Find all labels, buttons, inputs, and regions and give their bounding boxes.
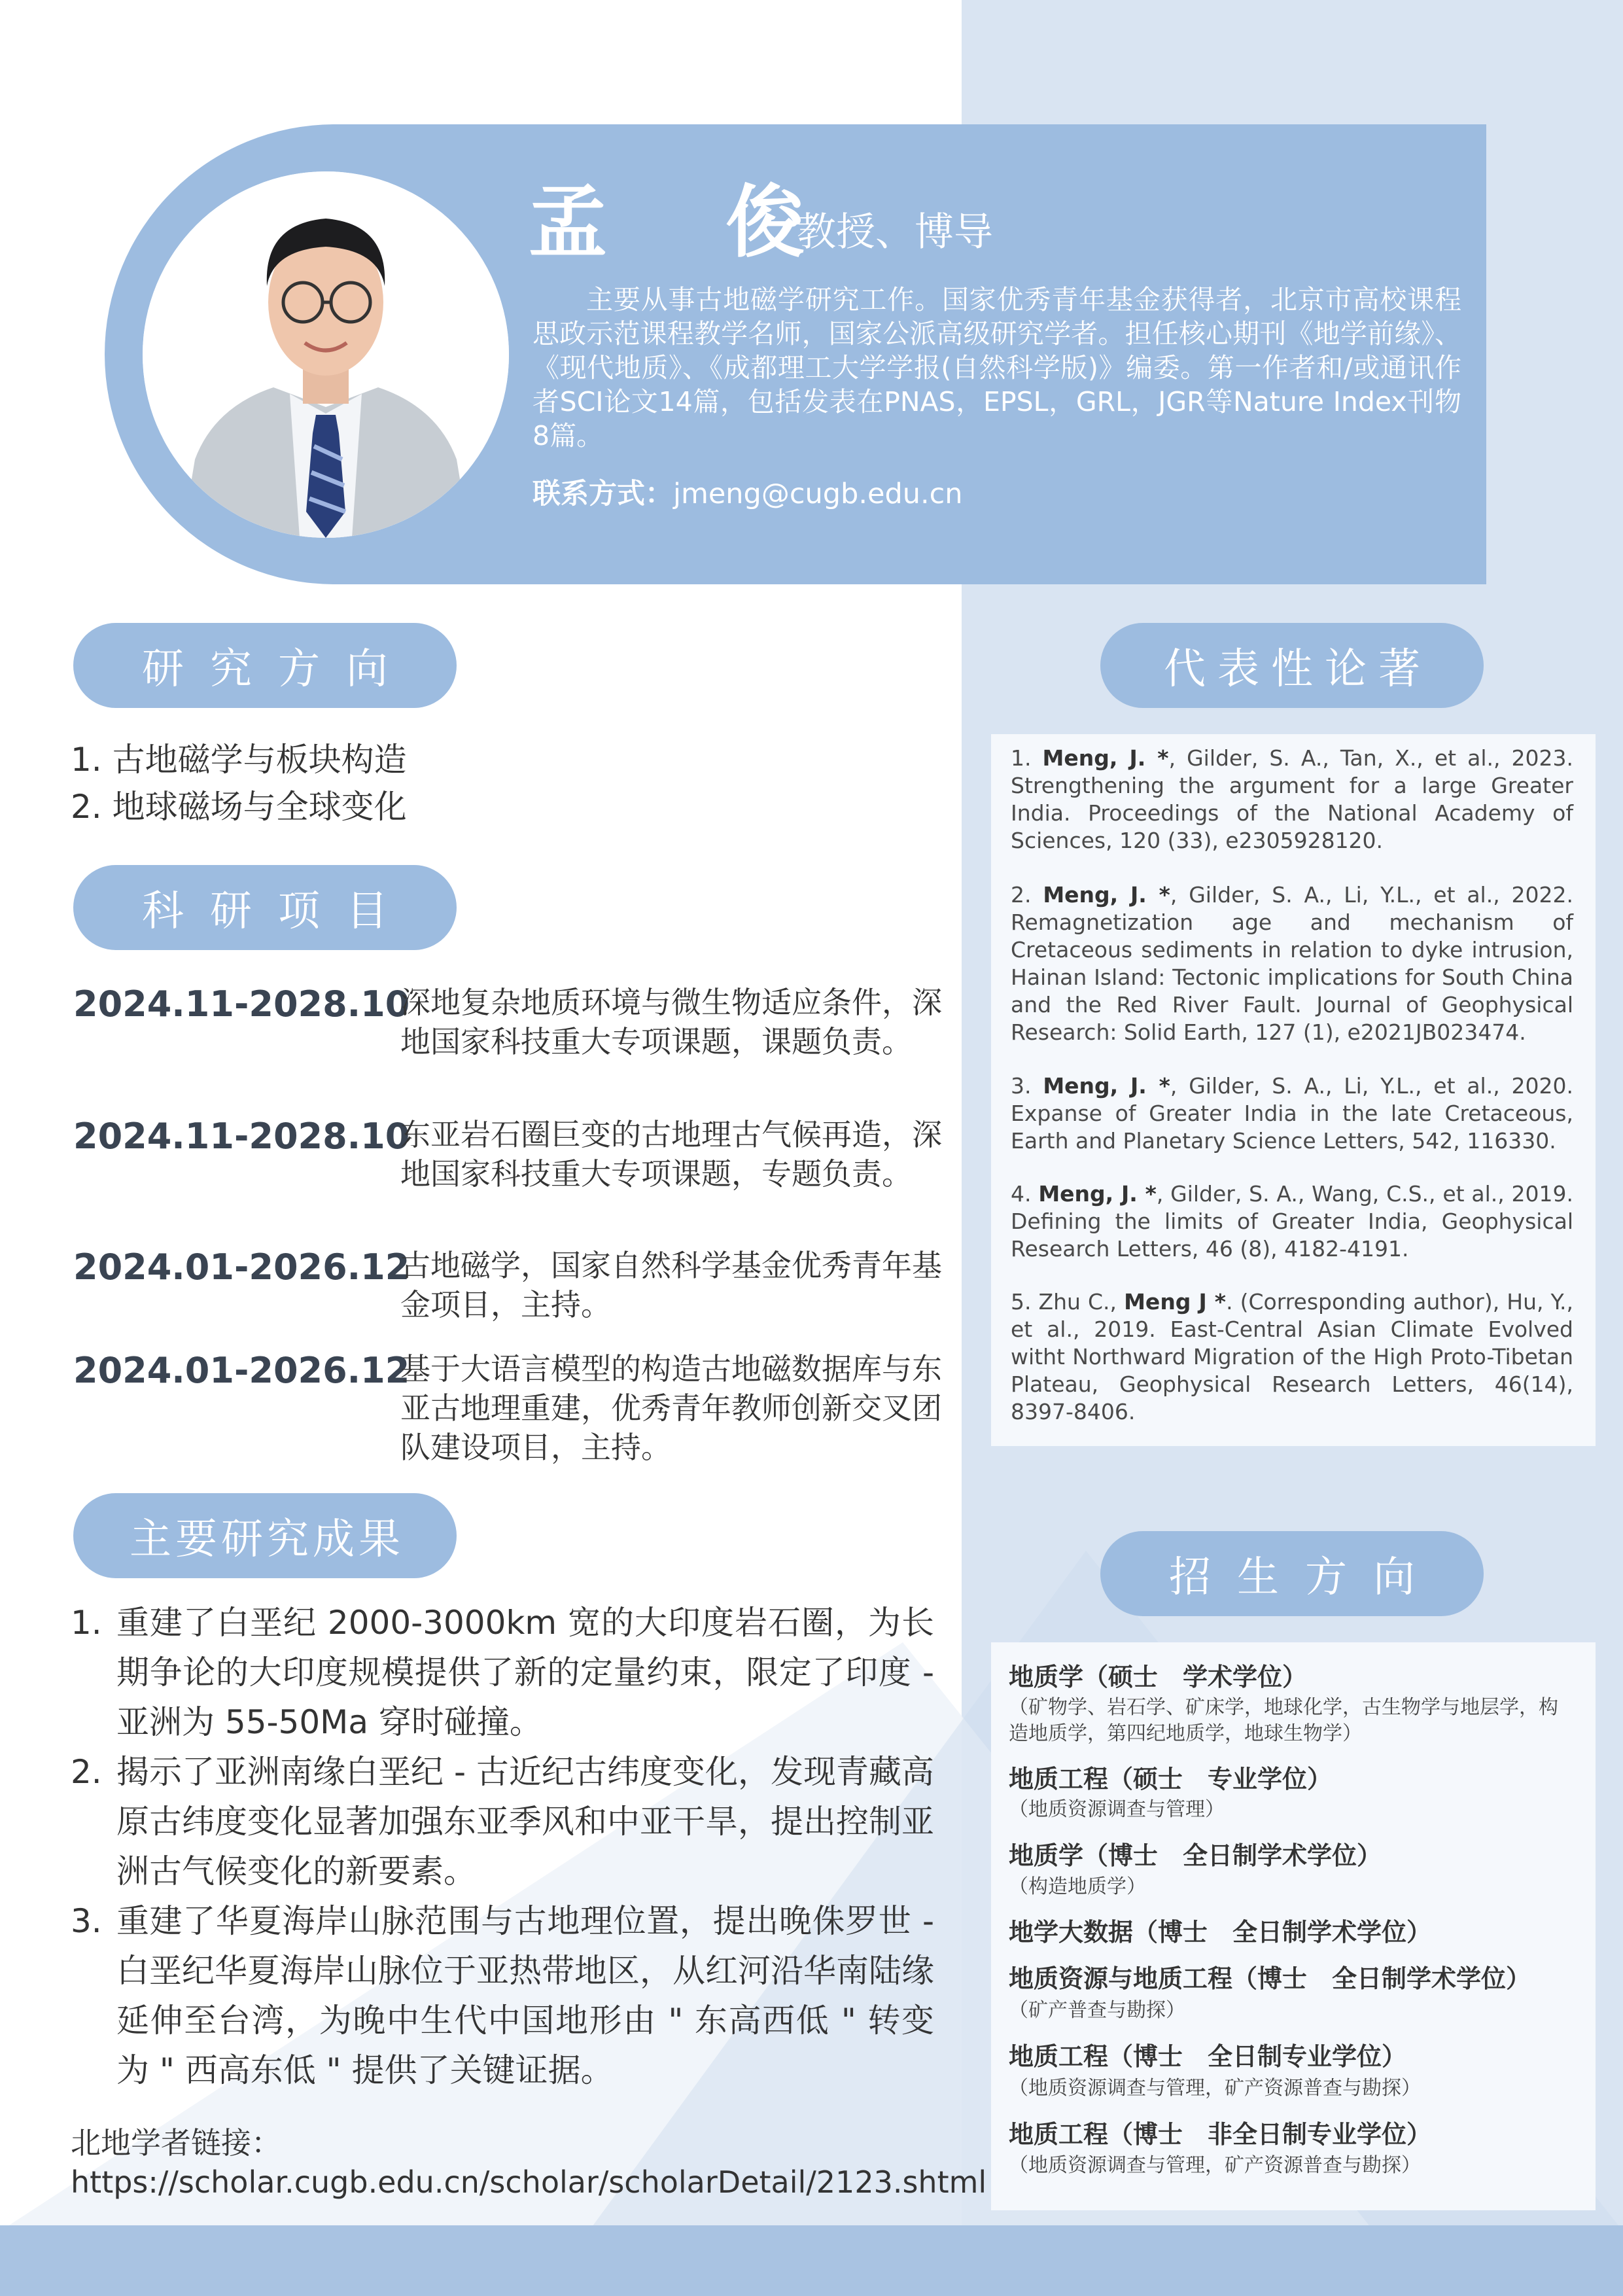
recruit-program-detail: （构造地质学） (1009, 1875, 1146, 1898)
recruit-program-detail: （地质资源调查与管理，矿产资源普查与勘探） (1009, 2154, 1421, 2177)
recruit-program-title: 地质资源与地质工程（博士 全日制学术学位） (1009, 1964, 1531, 1993)
paper-entry (1011, 745, 1573, 855)
paper-author: Meng, J. * (1042, 745, 1169, 771)
contact-email[interactable]: jmeng@cugb.edu.cn (673, 478, 963, 510)
paper-author: Meng, J. * (1038, 1181, 1157, 1207)
result-number: 3. (71, 1902, 102, 1940)
recruit-program-title: 地学大数据（博士 全日制学术学位） (1009, 1918, 1432, 1947)
paper-author: Meng, J. * (1043, 882, 1170, 908)
result-text: 揭示了亚洲南缘白垩纪 - 古近纪古纬度变化，发现青藏高原古纬度变化显著加强东亚季风和中亚干旱，提出控制亚洲古气候变化的新要素。 (116, 1753, 934, 1890)
recruit-program-title: 地质工程（硕士 专业学位） (1009, 1765, 1333, 1793)
project-description: 深地复杂地质环境与微生物适应条件，深地国家科技重大专项课题，课题负责。 (400, 985, 942, 1059)
paper-author: Meng J * (1124, 1289, 1227, 1315)
result-number: 2. (71, 1753, 102, 1791)
project-date: 2024.01-2026.12 (73, 1350, 410, 1391)
research-direction-item: 2. 地球磁场与全球变化 (71, 788, 407, 826)
recruit-program-title: 地质学（博士 全日制学术学位） (1009, 1841, 1382, 1870)
recruit-program-detail: （矿产普查与勘探） (1009, 1999, 1185, 2022)
paper-author: Meng, J. * (1043, 1073, 1170, 1099)
project-description: 基于大语言模型的构造古地磁数据库与东亚古地理重建，优秀青年教师创新交叉团队建设项目，主持。 (400, 1351, 942, 1465)
project-date: 2024.01-2026.12 (73, 1246, 410, 1288)
project-description: 东亚岩石圈巨变的古地理古气候再造，深地国家科技重大专项课题，专题负责。 (400, 1117, 942, 1192)
section-papers: 代表性论著 (1100, 623, 1484, 708)
recruit-program-title: 地质工程（博士 全日制专业学位） (1009, 2042, 1407, 2071)
paper-citation: , Gilder, S. A., Wang, C.S., et al., 2019. Defining the limits of Greater India, Geophysical Research Letters, 46 (8), 4182-4191. (1011, 1181, 1574, 1262)
contact-line (532, 474, 963, 514)
paper-entry (1011, 881, 1573, 1046)
person-title: 教授、博导 (797, 209, 993, 255)
paper-citation: . (Corresponding author), Hu, Y., et al., 2019. East-Central Asian Climate Evolved witht Northward Migration of the High Proto-Tibetan Plateau, Geophysical Research Letters, 46(14), 8397-8406. (1011, 1289, 1573, 1424)
result-item (71, 1747, 934, 1896)
bottom-band (0, 2225, 1623, 2296)
paper-number: 4. (1011, 1181, 1032, 1207)
contact-label: 联系方式： (532, 478, 673, 510)
paper-citation: , Gilder, S. A., Li, Y.L., et al., 2022. Remagnetization age and mechanism of Cretaceous sediments in relation to dyke intrusion, Hainan Island: Tectonic implications for South China and the Red River Fault. Journal of Geophysical Research: Solid Earth, 127 (1), e2021JB023474. (1011, 882, 1573, 1045)
section-research-directions: 研究方向 (73, 623, 457, 708)
recruit-program-detail: （地质资源调查与管理） (1009, 1798, 1225, 1821)
section-recruit: 招生方向 (1100, 1531, 1484, 1616)
scholar-link-url[interactable]: https://scholar.cugb.edu.cn/scholar/scholarDetail/2123.shtml (71, 2164, 987, 2200)
results-list (71, 1598, 934, 2095)
paper-number: 5. Zhu C., (1011, 1289, 1125, 1315)
profile-photo (143, 171, 509, 538)
result-text: 重建了华夏海岸山脉范围与古地理位置，提出晚侏罗世 - 白垩纪华夏海岸山脉位于亚热带地区，从红河沿华南陆缘延伸至台湾，为晚中生代中国地形由 " 东高西低 " 转变为 " 西高东低 " 提供了关键证据。 (116, 1902, 934, 2089)
research-direction-item: 1. 古地磁学与板块构造 (71, 741, 407, 779)
result-text: 重建了白垩纪 2000-3000km 宽的大印度岩石圈，为长期争论的大印度规模提供了新的定量约束，限定了印度 - 亚洲为 55-50Ma 穿时碰撞。 (116, 1604, 934, 1741)
result-number: 1. (71, 1604, 102, 1642)
paper-citation: , Gilder, S. A., Li, Y.L., et al., 2020. Expanse of Greater India in the late Cretaceous, Earth and Planetary Science Letters, 542, 116330. (1011, 1073, 1573, 1154)
paper-entry (1011, 1180, 1573, 1263)
recruit-program-title: 地质工程（博士 非全日制专业学位） (1009, 2120, 1432, 2149)
paper-citation: , Gilder, S. A., Tan, X., et al., 2023. Strengthening the argument for a large Greater India. Proceedings of the National Academy of Sciences, 120 (33), e2305928120. (1011, 745, 1574, 853)
result-item (71, 1598, 934, 1747)
paper-number: 1. (1011, 745, 1032, 771)
person-name: 孟 俊 (529, 177, 850, 268)
paper-number: 3. (1011, 1073, 1032, 1099)
recruit-program-title: 地质学（硕士 学术学位） (1009, 1663, 1308, 1691)
paper-entry (1011, 1288, 1573, 1426)
recruit-program-detail: （矿物学、岩石学、矿床学，地球化学，古生物学与地层学，构造地质学，第四纪地质学，地球生物学） (1009, 1696, 1558, 1745)
recruit-program-detail: （地质资源调查与管理，矿产资源普查与勘探） (1009, 2077, 1421, 2100)
result-item (71, 1896, 934, 2095)
paper-number: 2. (1011, 882, 1032, 908)
section-projects: 科研项目 (73, 865, 457, 950)
paper-entry (1011, 1072, 1573, 1155)
project-date: 2024.11-2028.10 (73, 983, 410, 1025)
project-date: 2024.11-2028.10 (73, 1116, 410, 1157)
section-results: 主要研究成果 (73, 1493, 457, 1578)
scholar-link-label: 北地学者链接： (71, 2125, 281, 2161)
project-description: 古地磁学，国家自然科学基金优秀青年基金项目，主持。 (400, 1248, 942, 1322)
bio-paragraph: 主要从事古地磁学研究工作。国家优秀青年基金获得者，北京市高校课程思政示范课程教学名师，国家公派高级研究学者。担任核心期刊《地学前缘》、《现代地质》、《成都理工大学学报(自然科学版)》编委。第一作者和/或通讯作者SCI论文14篇，包括发表在PNAS，EPSL，GRL，JGR等Nature Index刊物8篇。 (532, 284, 1461, 451)
